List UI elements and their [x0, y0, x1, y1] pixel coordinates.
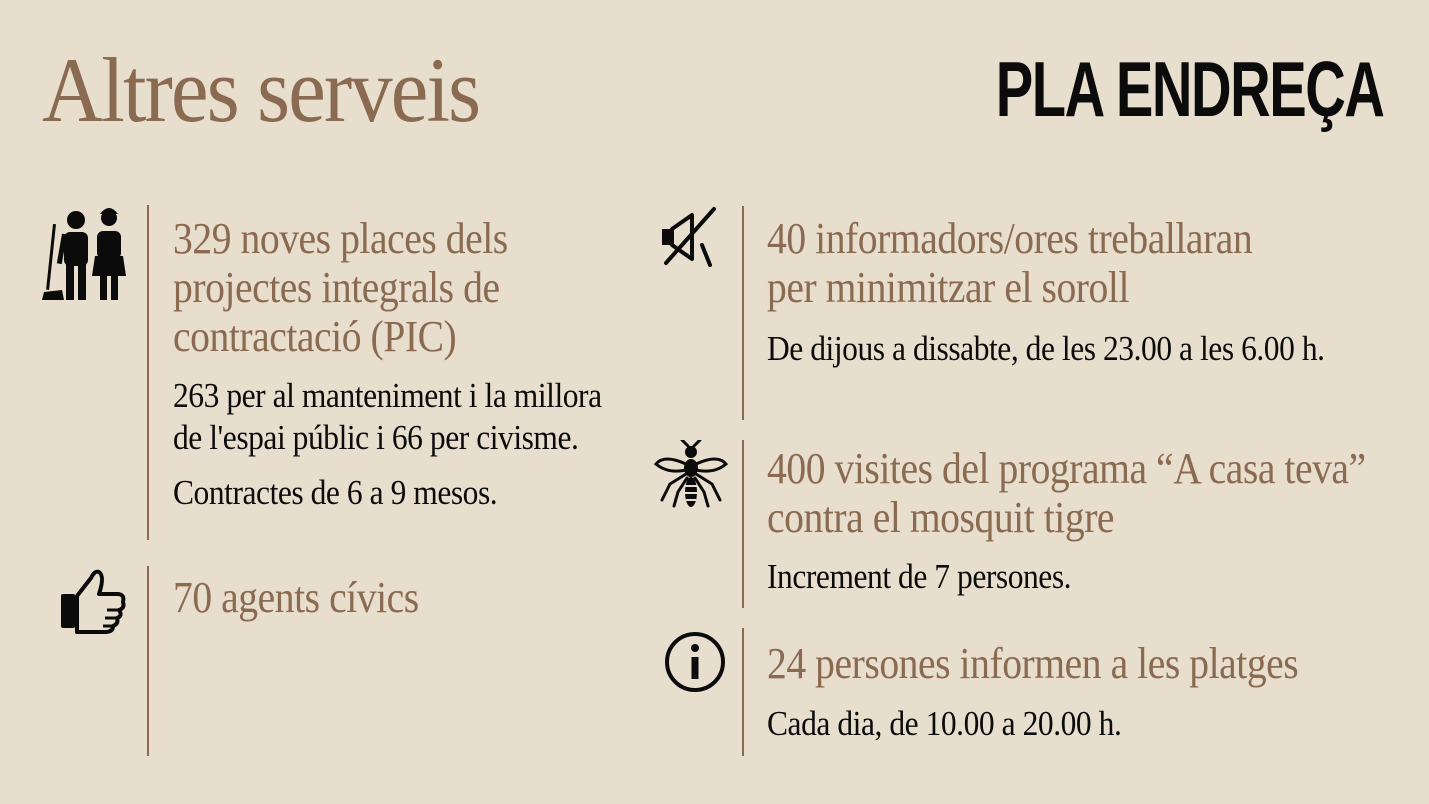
headline-line: per minimitzar el soroll — [767, 263, 1129, 312]
divider-line — [742, 628, 744, 756]
headline-line: 70 agents cívics — [173, 573, 419, 622]
divider-line — [742, 440, 744, 608]
detail-line: Contractes de 6 a 9 mesos. — [173, 473, 498, 512]
divider-line — [742, 206, 744, 420]
detail-line: De dijous a dissabte, de les 23.00 a les 6.00 h. — [767, 329, 1325, 368]
headline-line: 329 noves places dels — [173, 214, 508, 263]
divider-line — [147, 566, 149, 756]
muted-speaker-icon — [658, 205, 722, 269]
mosquito-icon — [654, 440, 728, 510]
headline-line: contra el mosquit tigre — [767, 493, 1115, 542]
page-title: Altres serveis — [42, 39, 480, 141]
brand-logo-text: PLA ENDREÇA — [995, 45, 1383, 133]
detail-line: Cada dia, de 10.00 a 20.00 h. — [767, 704, 1122, 743]
headline-line: 400 visites del programa “A casa teva” — [767, 444, 1366, 493]
detail-line: Increment de 7 persones. — [767, 557, 1072, 596]
detail-line: de l'espai públic i 66 per civisme. — [173, 418, 579, 457]
headline-line: 40 informadors/ores treballaran — [767, 214, 1253, 263]
headline-line: 24 persones informen a les platges — [767, 639, 1299, 688]
info-icon — [663, 630, 727, 694]
detail-line: 263 per al manteniment i la millora — [173, 376, 602, 415]
thumbs-up-icon — [55, 566, 131, 636]
headline-line: projectes integrals de — [173, 263, 500, 312]
headline-line: contractació (PIC) — [173, 312, 457, 361]
workers-icon — [40, 204, 130, 304]
divider-line — [147, 205, 149, 540]
